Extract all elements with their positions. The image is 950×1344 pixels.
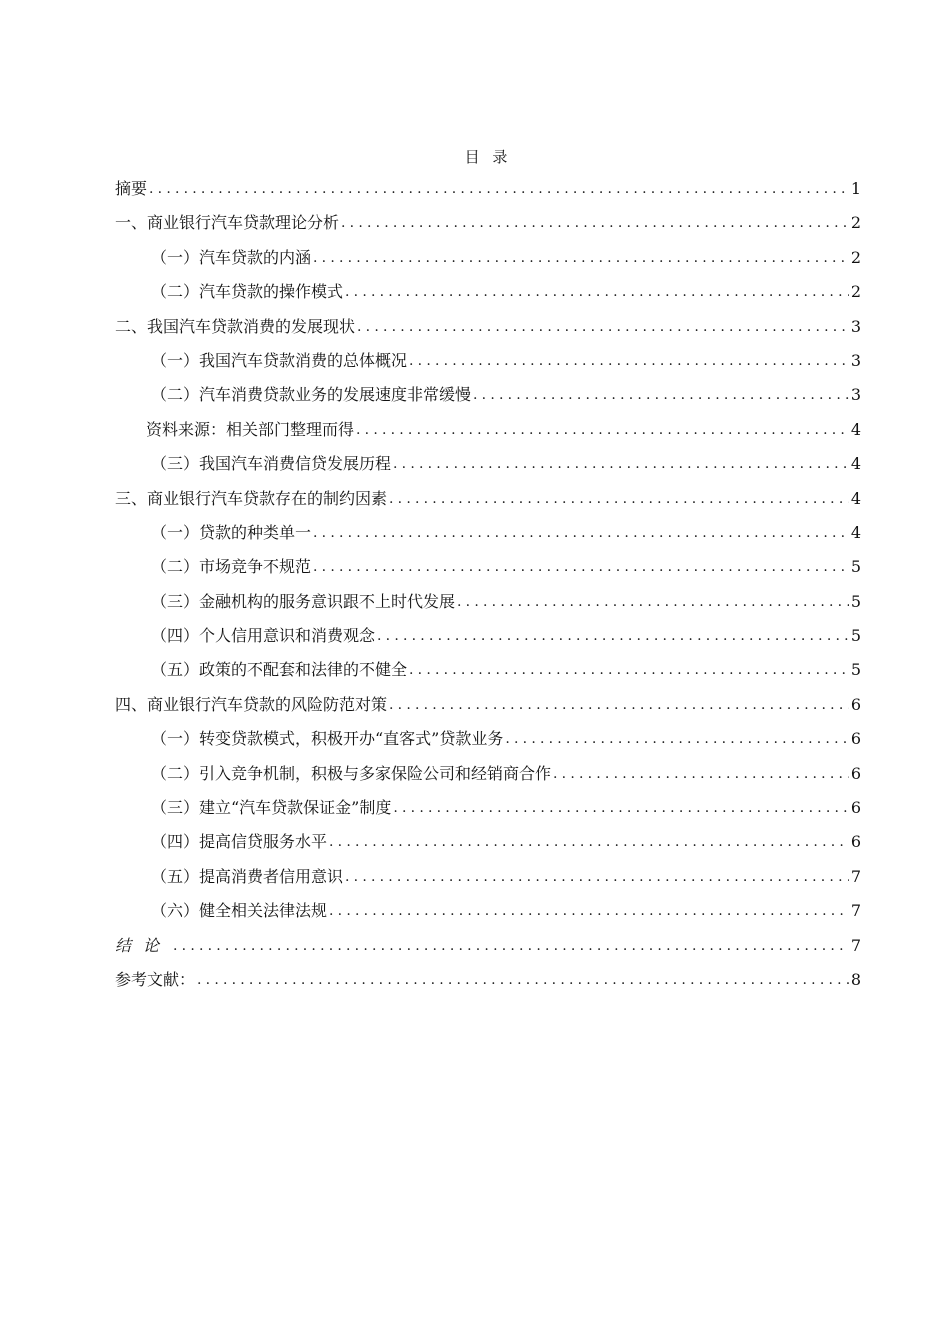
toc-entry-text: （三）金融机构的服务意识跟不上时代发展 xyxy=(151,591,456,611)
toc-entry-4-5[interactable] xyxy=(115,860,861,894)
toc-leader-dots xyxy=(173,929,849,963)
toc-entry-page: 2 xyxy=(850,247,861,267)
toc-leader-dots xyxy=(313,516,849,550)
toc-entry-chapter-2[interactable] xyxy=(115,310,861,344)
toc-entry-text: 一、商业银行汽车贷款理论分析 xyxy=(115,213,340,233)
toc-entry-text: 结论 xyxy=(115,935,172,955)
toc-entry-page: 1 xyxy=(850,178,861,198)
toc-entry-page: 3 xyxy=(850,385,861,405)
toc-leader-dots xyxy=(389,688,849,722)
toc-leader-dots xyxy=(377,619,849,653)
toc-entry-2-2[interactable] xyxy=(115,378,861,412)
toc-entry-text: （五）政策的不配套和法律的不健全 xyxy=(151,660,408,680)
toc-entry-page: 7 xyxy=(850,935,861,955)
toc-entry-chapter-3[interactable] xyxy=(115,482,861,516)
toc-entry-text: （二）汽车贷款的操作模式 xyxy=(151,282,344,302)
toc-entry-page: 6 xyxy=(850,694,861,714)
toc-entry-text: 二、我国汽车贷款消费的发展现状 xyxy=(115,316,356,336)
toc-entry-2-3[interactable] xyxy=(115,447,861,481)
toc-entry-text: （二）汽车消费贷款业务的发展速度非常缓慢 xyxy=(151,385,472,405)
toc-leader-dots xyxy=(473,378,849,412)
toc-entry-text: （四）个人信用意识和消费观念 xyxy=(151,626,376,646)
toc-entry-text: （一）汽车贷款的内涵 xyxy=(151,247,312,267)
toc-entry-3-3[interactable] xyxy=(115,585,861,619)
toc-leader-dots xyxy=(389,482,849,516)
toc-entry-text: （五）提高消费者信用意识 xyxy=(151,866,344,886)
toc-entry-text: （四）提高信贷服务水平 xyxy=(151,832,328,852)
toc-entry-page: 6 xyxy=(850,798,861,818)
toc-entry-text: 资料来源：相关部门整理而得 xyxy=(146,419,355,439)
toc-entry-text: 四、商业银行汽车贷款的风险防范对策 xyxy=(115,694,388,714)
toc-leader-dots xyxy=(505,722,848,756)
toc-entry-3-1[interactable] xyxy=(115,516,861,550)
toc-leader-dots xyxy=(341,206,849,240)
toc-title: 目 录 xyxy=(464,148,512,166)
toc-entry-abstract[interactable] xyxy=(115,172,861,206)
toc-entry-page: 3 xyxy=(850,350,861,370)
table-of-contents xyxy=(115,172,861,997)
toc-entry-page: 6 xyxy=(850,729,861,749)
toc-leader-dots xyxy=(393,791,848,825)
toc-entry-3-4[interactable] xyxy=(115,619,861,653)
toc-leader-dots xyxy=(357,310,849,344)
toc-entry-text: （三）建立“汽车贷款保证金”制度 xyxy=(151,798,392,818)
toc-entry-text: （二）市场竞争不规范 xyxy=(151,557,312,577)
toc-entry-text: 三、商业银行汽车贷款存在的制约因素 xyxy=(115,488,388,508)
toc-leader-dots xyxy=(313,241,849,275)
toc-entry-page: 5 xyxy=(850,557,861,577)
toc-entry-text: （三）我国汽车消费信贷发展历程 xyxy=(151,454,392,474)
toc-entry-page: 4 xyxy=(850,522,861,542)
toc-leader-dots xyxy=(197,963,849,997)
toc-entry-source-note[interactable] xyxy=(115,413,861,447)
toc-entry-4-2[interactable] xyxy=(115,757,861,791)
toc-entry-page: 7 xyxy=(850,901,861,921)
toc-entry-1-2[interactable] xyxy=(115,275,861,309)
toc-entry-page: 5 xyxy=(850,626,861,646)
toc-entry-conclusion[interactable] xyxy=(115,929,861,963)
toc-leader-dots xyxy=(313,550,849,584)
toc-entry-text: （二）引入竞争机制，积极与多家保险公司和经销商合作 xyxy=(151,763,552,783)
toc-leader-dots xyxy=(356,413,849,447)
toc-entry-chapter-1[interactable] xyxy=(115,206,861,240)
toc-entry-chapter-4[interactable] xyxy=(115,688,861,722)
toc-entry-1-1[interactable] xyxy=(115,241,861,275)
toc-leader-dots xyxy=(409,344,849,378)
toc-leader-dots xyxy=(329,825,849,859)
toc-entry-3-2[interactable] xyxy=(115,550,861,584)
toc-entry-page: 6 xyxy=(850,763,861,783)
toc-entry-page: 4 xyxy=(850,454,861,474)
toc-entry-4-6[interactable] xyxy=(115,894,861,928)
toc-entry-page: 4 xyxy=(850,419,861,439)
toc-entry-text: 参考文献： xyxy=(115,969,196,989)
toc-leader-dots xyxy=(553,757,849,791)
toc-entry-text: （六）健全相关法律法规 xyxy=(151,901,328,921)
toc-entry-page: 8 xyxy=(850,969,861,989)
toc-entry-page: 5 xyxy=(850,660,861,680)
toc-entry-page: 7 xyxy=(850,866,861,886)
toc-leader-dots xyxy=(345,860,849,894)
toc-entry-2-1[interactable] xyxy=(115,344,861,378)
toc-leader-dots xyxy=(149,172,849,206)
toc-leader-dots xyxy=(329,894,849,928)
toc-entry-page: 3 xyxy=(850,316,861,336)
toc-entry-text: （一）贷款的种类单一 xyxy=(151,522,312,542)
toc-entry-references[interactable] xyxy=(115,963,861,997)
toc-entry-text: （一）转变贷款模式，积极开办“直客式”贷款业务 xyxy=(151,729,504,749)
toc-entry-4-1[interactable] xyxy=(115,722,861,756)
toc-leader-dots xyxy=(345,275,849,309)
toc-entry-page: 5 xyxy=(850,591,861,611)
toc-entry-text: 摘要 xyxy=(115,178,148,198)
toc-entry-4-4[interactable] xyxy=(115,825,861,859)
toc-entry-page: 2 xyxy=(850,282,861,302)
toc-entry-text: （一）我国汽车贷款消费的总体概况 xyxy=(151,350,408,370)
toc-leader-dots xyxy=(457,585,849,619)
toc-entry-page: 2 xyxy=(850,213,861,233)
toc-entry-4-3[interactable] xyxy=(115,791,861,825)
toc-entry-page: 6 xyxy=(850,832,861,852)
toc-entry-page: 4 xyxy=(850,488,861,508)
toc-leader-dots xyxy=(393,447,849,481)
toc-entry-3-5[interactable] xyxy=(115,653,861,687)
toc-leader-dots xyxy=(409,653,849,687)
